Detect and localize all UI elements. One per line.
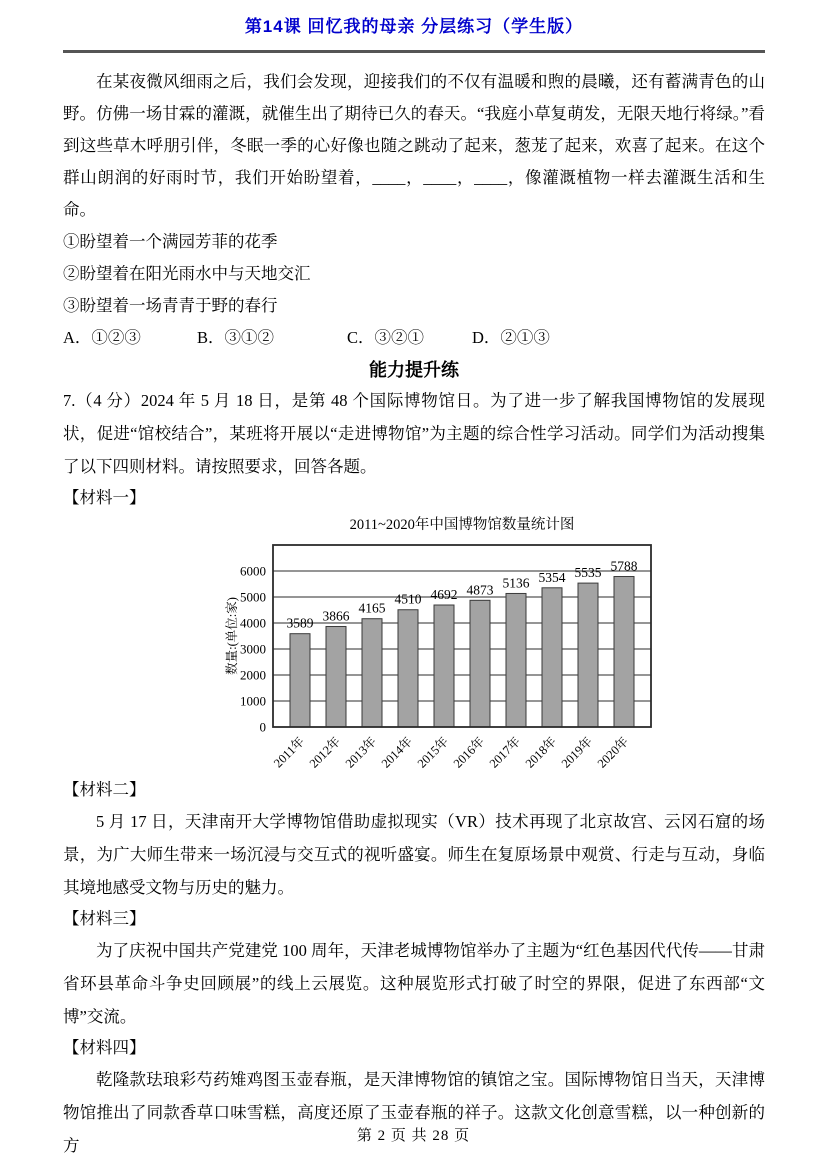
y-axis-label: 数量:(单位:家) — [225, 597, 239, 675]
choice-item-1: ①盼望着一个满园芳菲的花季 — [63, 232, 278, 251]
material-2-text: 5 月 17 日，天津南开大学博物馆借助虚拟现实（VR）技术再现了北京故宫、云冈石窟的场景，为广大师生带来一场沉浸与交互式的视听盛宴。师生在复原场景中观赏、行走与互动，身临其境地感受文物与历史的魅力。 — [63, 812, 765, 897]
bar-2016年 — [470, 600, 490, 727]
x-tick-label: 2012年 — [306, 734, 344, 771]
title-divider — [63, 50, 765, 53]
bar-2018年 — [542, 588, 562, 727]
intro-paragraph: 在某夜微风细雨之后，我们会发现，迎接我们的不仅有温暖和煦的晨曦，还有蓄满青色的山野。仿佛一场甘霖的灌溉，就催生出了期待已久的春天。“我庭小草复萌发，无限天地行将绿。”看到这些草木呼朋引伴，冬眠一季的心好像也随之跳动了起来，葱茏了起来，欢喜了起来。在这个群山朗润的好雨时节，我们开始盼望着，____，____，____，像灌溉植物一样去灌溉生活和生命。 — [63, 72, 765, 219]
museum-count-bar-chart — [221, 513, 667, 775]
bar-value-label: 4873 — [466, 582, 494, 598]
material-3-label: 【材料三】 — [63, 909, 146, 928]
y-tick-label: 5000 — [240, 589, 266, 605]
x-tick-label: 2011年 — [271, 734, 308, 771]
bar-value-label: 4165 — [358, 600, 386, 616]
bar-value-label: 4692 — [430, 587, 458, 603]
bar-value-label: 5354 — [538, 569, 566, 585]
x-tick-label: 2020年 — [594, 734, 632, 771]
material-1-label: 【材料一】 — [63, 488, 146, 507]
x-tick-label: 2016年 — [450, 734, 488, 771]
bar-2019年 — [578, 583, 598, 727]
y-tick-label: 0 — [259, 719, 266, 735]
section-header-ability-practice: 能力提升练 — [369, 360, 459, 380]
choice-item-3: ③盼望着一场青青于野的春行 — [63, 296, 278, 315]
bar-value-label: 4510 — [394, 591, 422, 607]
bar-2014年 — [398, 610, 418, 727]
x-tick-label: 2019年 — [558, 734, 596, 771]
y-tick-label: 4000 — [240, 615, 266, 631]
x-tick-label: 2017年 — [486, 734, 524, 771]
y-tick-label: 6000 — [240, 563, 266, 579]
page-title: 第14课 回忆我的母亲 分层练习（学生版） — [244, 17, 584, 36]
material-3-text: 为了庆祝中国共产党建党 100 周年，天津老城博物馆举办了主题为“红色基因代代传——甘肃省环县革命斗争史回顾展”的线上云展览。这种展览形式打破了时空的界限，促进了东西部“文博”交流。 — [63, 941, 765, 1026]
x-tick-label: 2013年 — [342, 734, 380, 771]
bar-2013年 — [362, 619, 382, 727]
option-a: A．①②③ — [63, 328, 141, 347]
material-4-label: 【材料四】 — [63, 1038, 146, 1057]
x-tick-label: 2014年 — [378, 734, 416, 771]
chart-title: 2011~2020年中国博物馆数量统计图 — [349, 517, 575, 533]
page-number-footer: 第 2 页 共 28 页 — [356, 1128, 471, 1144]
option-c: C．③②① — [347, 328, 425, 347]
bar-2017年 — [506, 593, 526, 727]
bar-chart-svg — [221, 513, 667, 775]
material-4-text: 乾隆款珐琅彩芍药雉鸡图玉壶春瓶，是天津博物馆的镇馆之宝。国际博物馆日当天，天津博物馆推出了同款香草口味雪糕，高度还原了玉壶春瓶的祥子。这款文化创意雪糕，以一种创新的方 — [63, 1070, 765, 1155]
bar-2015年 — [434, 605, 454, 727]
option-b: B．③①② — [197, 328, 275, 347]
y-tick-label: 2000 — [240, 667, 266, 683]
bar-value-label: 5535 — [574, 565, 602, 581]
answer-options-row — [63, 322, 765, 354]
bar-value-label: 3589 — [286, 615, 314, 631]
y-tick-label: 1000 — [240, 693, 266, 709]
bar-2011年 — [290, 634, 310, 727]
x-tick-label: 2018年 — [522, 734, 560, 771]
x-tick-label: 2015年 — [414, 734, 452, 771]
bar-value-label: 5788 — [610, 558, 638, 574]
bar-2020年 — [614, 577, 634, 727]
bar-value-label: 3866 — [322, 608, 350, 624]
bar-value-label: 5136 — [502, 575, 530, 591]
material-2-label: 【材料二】 — [63, 780, 146, 799]
choice-item-2: ②盼望着在阳光雨水中与天地交汇 — [63, 264, 311, 283]
option-d: D．②①③ — [472, 328, 550, 347]
y-tick-label: 3000 — [240, 641, 266, 657]
question-7-text: 7.（4 分）2024 年 5 月 18 日，是第 48 个国际博物馆日。为了进一步了解我国博物馆的发展现状，促进“馆校结合”，某班将开展以“走进博物馆”为主题的综合性学习活动。同学们为活动搜集了以下四则材料。请按照要求，回答各题。 — [63, 391, 765, 476]
bar-2012年 — [326, 626, 346, 727]
